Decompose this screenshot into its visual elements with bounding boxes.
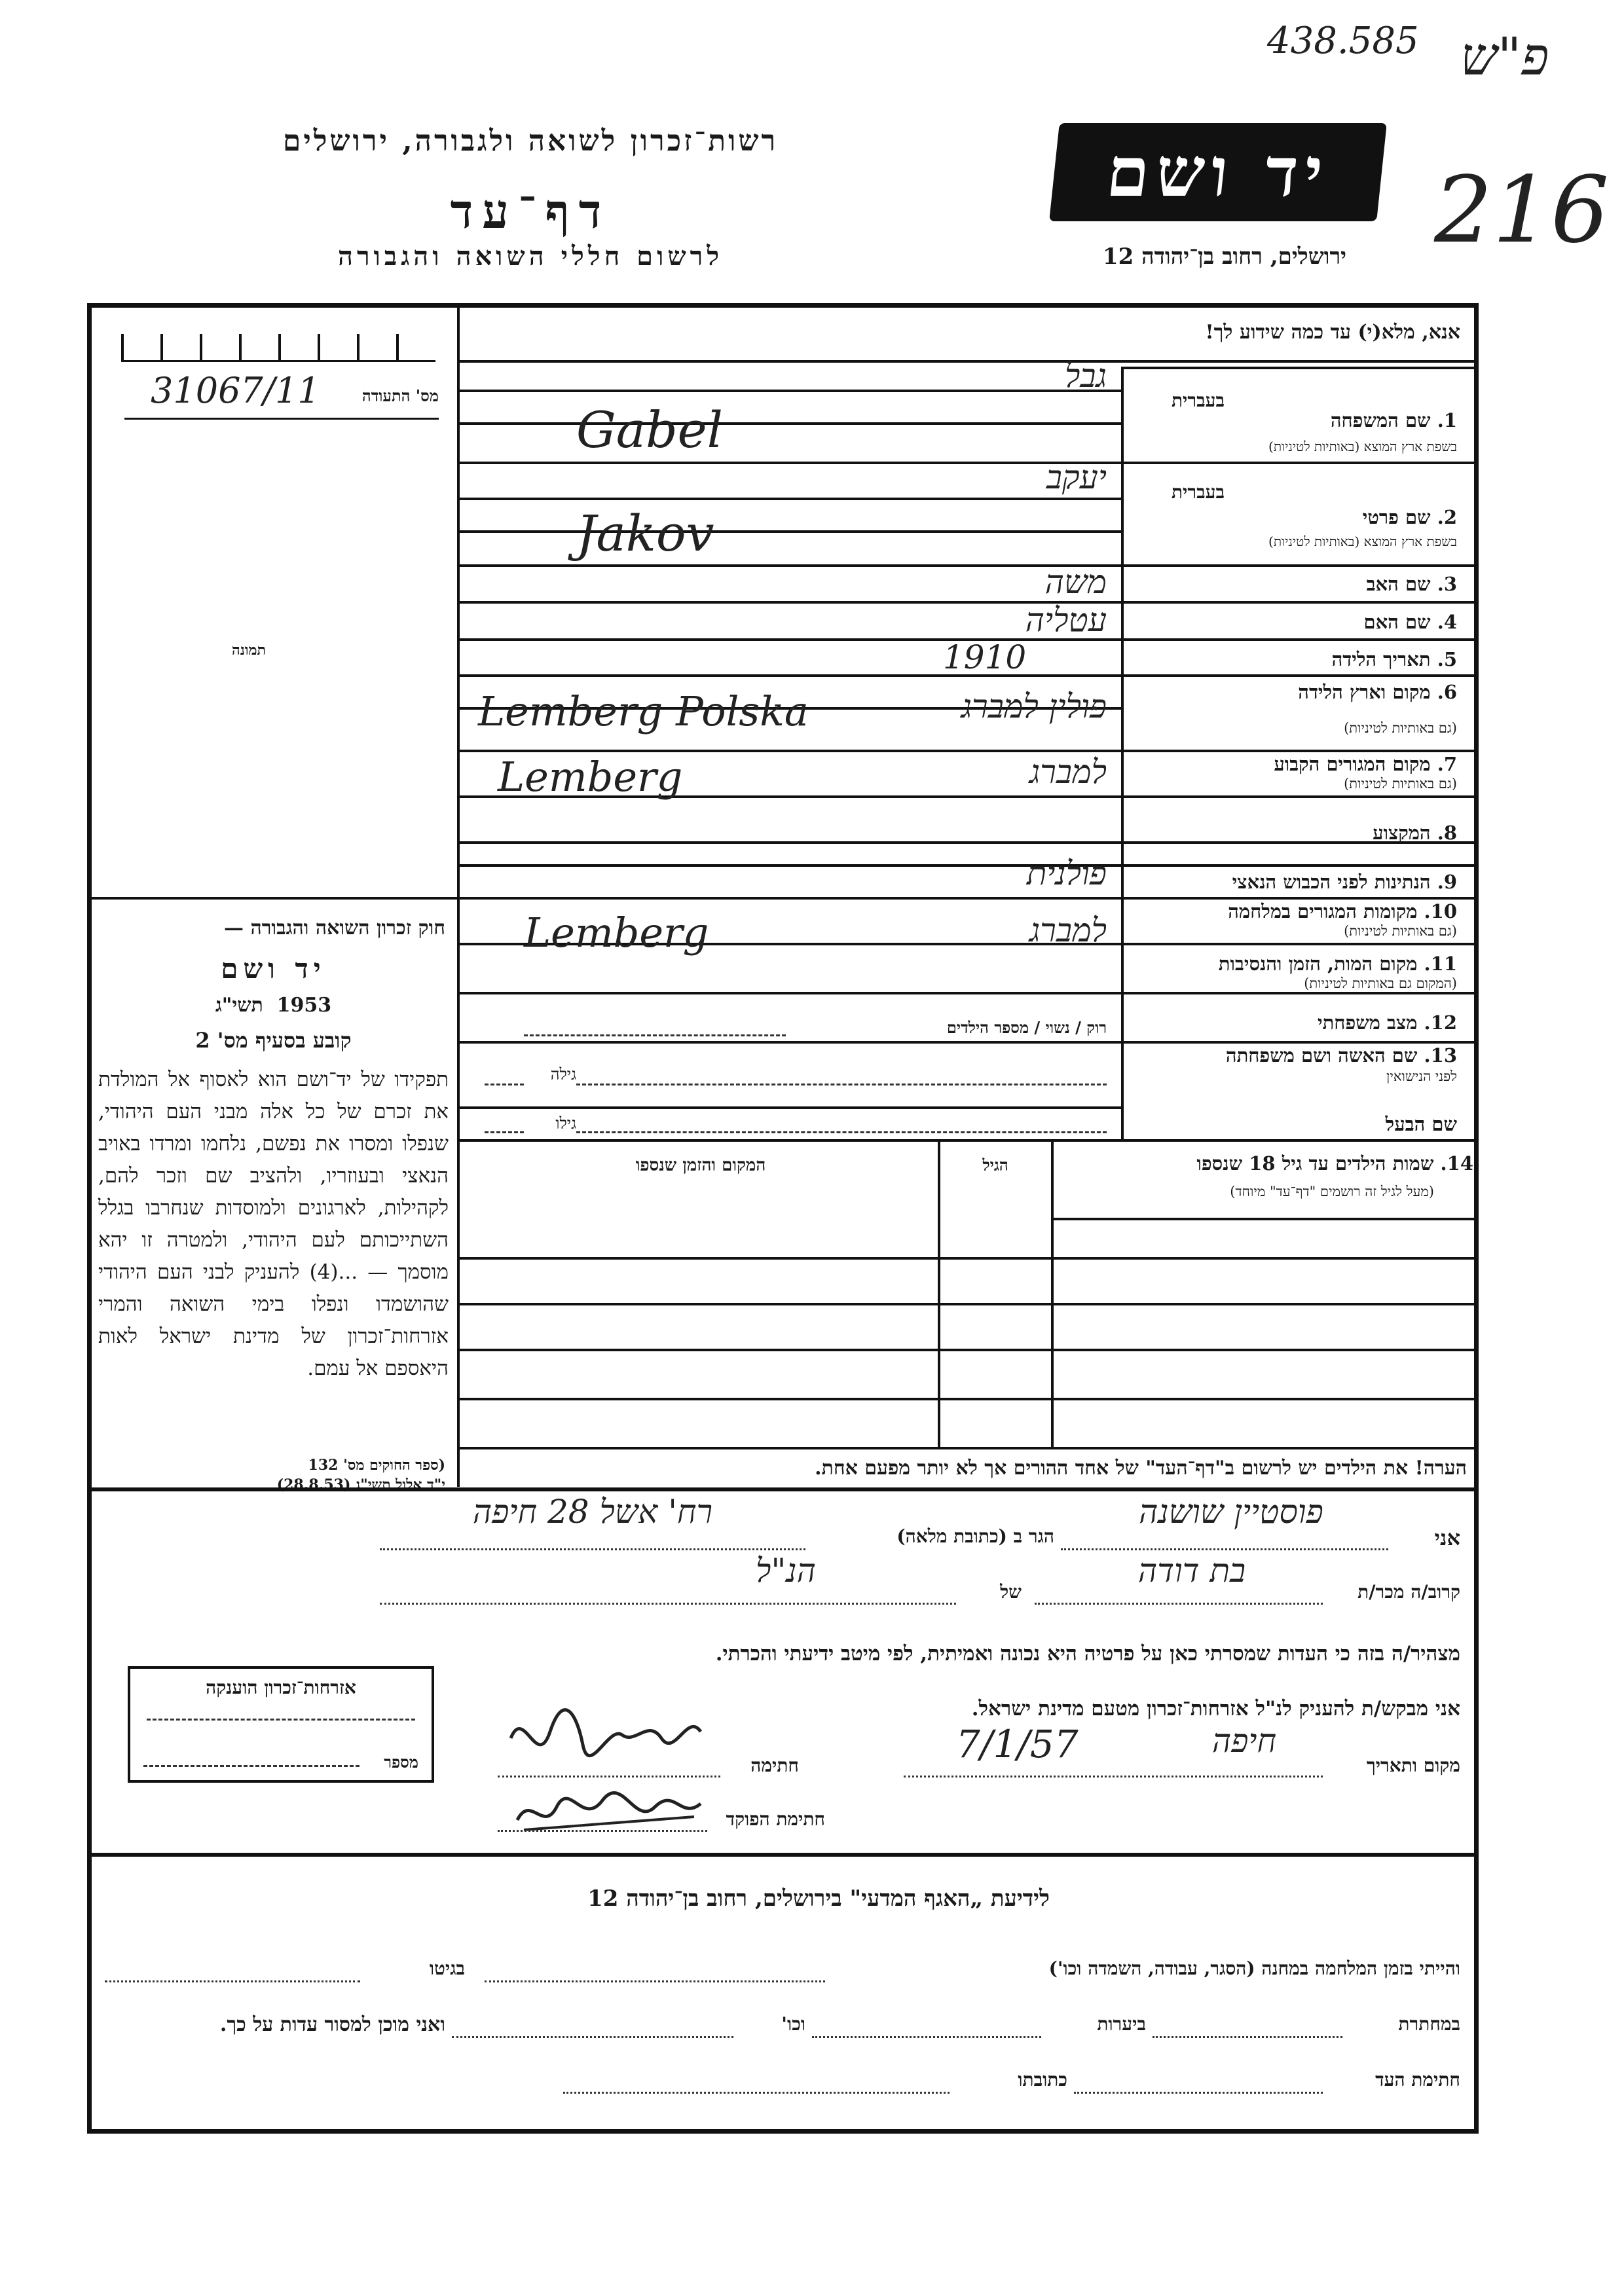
field-text: שם המשפחה (1330, 409, 1431, 431)
field-num: 6. (1437, 681, 1457, 703)
intro-text: אנא, מלא(י) עד כמה שידוע לך! (1205, 321, 1460, 344)
side-notice-clause: קובע בסעיף מס' 2 (195, 1028, 352, 1053)
field-num: 8. (1437, 822, 1457, 844)
marital-options: רוק / נשוי / מספר הילדים (946, 1018, 1107, 1037)
row-line (458, 422, 1121, 425)
field-num: 9. (1437, 871, 1457, 893)
row-line (458, 1041, 1479, 1044)
field-10-label (1126, 900, 1457, 923)
field-text: מקום המות, הזמן והנסיבות (1218, 953, 1418, 975)
field-text: שם האשה ושם משפחתה (1225, 1044, 1418, 1066)
signature-scribble (498, 1699, 714, 1777)
authority-title: רשות־זכרון לשואה ולגבורה, ירושלים (282, 124, 779, 158)
field-text: שמות הילדים עד גיל 18 שנספו (1196, 1152, 1434, 1175)
field-4-label (1126, 611, 1457, 634)
date-hand: 7/1/57 (956, 1722, 1079, 1766)
field-8-label (1126, 822, 1457, 845)
side-notice-source: (ספר החוקים מס' 132 (308, 1457, 445, 1474)
year-number: 1953 (276, 994, 332, 1017)
row-line (458, 992, 1479, 994)
children-sub: (מעל לגיל זה רושמים "דף־עד" מיוחד) (1230, 1184, 1434, 1199)
bottom-line3-blank2 (563, 2092, 950, 2094)
hand-firstname-he: יעקב (1046, 458, 1107, 496)
bottom-line1-blank (485, 1980, 825, 1982)
field-1-tag: בעברית (1171, 390, 1225, 411)
hand-residence-latin: Lemberg (498, 753, 683, 801)
section-divider (87, 1487, 1479, 1491)
field-num: 4. (1437, 611, 1457, 633)
row-line (458, 498, 1121, 500)
wife-age-line (485, 1084, 524, 1085)
row-line (458, 1106, 1121, 1109)
bottom-line2-d: ואני מוכן למסור עדות על כך. (219, 2013, 445, 2036)
record-value: 31067/11 (151, 370, 320, 411)
husband-label: שם הבעל (1385, 1113, 1457, 1135)
side-notice-name: יד ושם (221, 953, 326, 985)
husband-age-line (485, 1131, 524, 1133)
reference-number: 438.585 (1267, 20, 1419, 62)
place-hand: חיפה (1211, 1722, 1277, 1760)
logo-text: יד ושם (1103, 132, 1333, 212)
bottom-line2-blank (1153, 2036, 1342, 2038)
citizenship-box (128, 1666, 434, 1783)
bottom-line2-blank3 (452, 2036, 733, 2038)
children-row-line (458, 1349, 1477, 1351)
signature-mark (498, 1699, 714, 1777)
declarant-i: אני (1434, 1525, 1460, 1550)
row-line (458, 530, 1121, 533)
signature-label: חתימה (750, 1755, 799, 1776)
field-13-label (1126, 1044, 1457, 1067)
field-9-label (1126, 871, 1457, 894)
field-text: הנתינות לפני הכבוש הנאצי (1232, 871, 1431, 893)
hand-birthplace-he: פולין למברג (961, 687, 1107, 725)
photo-label: תמונה (232, 642, 266, 659)
clerk-label: חתימת הפוקד (726, 1808, 825, 1830)
side-notice-body: תפקידו של יד־ושם הוא לאסוף אל המולדת את זכרם של כל אלה מבני העם היהודי, שנפלו ומסרו את נפשם, נלחמו ומרדו באויב הנאצי ובעוזריו, ולהציב שם וזכר להם, לקהילות, לארגונים ולמוסדות שנחרבו בגלל השתייכותם לעם היהודי, ולמטרה זו יהא מוסמך — ...(4) להעניק לבני העם היהודי שהושמדו ונפלו בימי השואה והמרי אזרחות־זכרון של מדינת ישראל לאות היאספם אל עמם. (98, 1068, 449, 1380)
field-num: 1. (1437, 409, 1457, 431)
hand-surname-latin: Gabel (576, 401, 723, 459)
field-text: שם האם (1363, 611, 1431, 633)
signature-line (498, 1776, 720, 1777)
bottom-line1-blank2 (105, 1980, 360, 1982)
bottom-title: לידיעת „האגף המדעי" בירושלים, רחוב בן־יהודה 12 (587, 1886, 1050, 1912)
of-hand: הנ"ל (756, 1552, 816, 1590)
field-2-sub: בשפת ארץ המוצא (באותיות לטיניות) (1268, 534, 1457, 549)
bottom-line2-blank2 (812, 2036, 1041, 2038)
address: ירושלים, רחוב בן־יהודה 12 (1102, 244, 1347, 270)
children-col-divider (938, 1139, 940, 1447)
hand-birthplace-latin: Lemberg Polska (478, 687, 809, 735)
declarant-address: רח' אשל 28 חיפה (472, 1493, 713, 1531)
husband-name-line (576, 1131, 1107, 1133)
hand-father: משה (1044, 563, 1107, 601)
children-note: הערה! את הילדים יש לרשום ב"דף־העד" של אחד ההורים אך לא יותר מפעם אחת. (815, 1457, 1467, 1480)
field-text: מצב משפחתי (1318, 1011, 1418, 1034)
field-num: 12. (1424, 1011, 1457, 1034)
declarant-name-line (1061, 1548, 1388, 1550)
field-num: 10. (1424, 900, 1457, 922)
field-3-label (1126, 573, 1457, 596)
field-num: 5. (1437, 648, 1457, 670)
bottom-line3-b: כתובתו (1018, 2069, 1067, 2090)
declaration-text: מצהיר/ה בזה כי העדות שמסרתי כאן על פרטיה היא נכונה ואמיתית, לפי מיטב ידיעתי והכרתי. (715, 1642, 1460, 1666)
citizenship-number-label: מספר (384, 1753, 418, 1772)
relative-label: קרוב/ה מכר/ת (1357, 1581, 1460, 1603)
field-2-tag: בעברית (1171, 481, 1225, 503)
place-date-line (904, 1776, 1323, 1777)
row-line (458, 897, 1479, 900)
record-label: מס' התעודה (361, 386, 439, 405)
left-column-divider (457, 303, 460, 1487)
field-13-sub: לפני הנישואין (1386, 1068, 1457, 1084)
field-7-sub: (גם באותיות לטיניות) (1344, 776, 1457, 792)
hand-firstname-latin: Jakov (576, 504, 714, 562)
row-line (458, 750, 1479, 752)
divider (1121, 367, 1479, 369)
declarant-address-line (380, 1548, 805, 1550)
declarant-residing-label: הגר ב (כתובת מלאה) (896, 1525, 1054, 1547)
field-1-sub: בשפת ארץ המוצא (באותיות לטיניות) (1268, 439, 1457, 454)
handwritten-mark: פ"ש (1460, 26, 1549, 87)
of-line (380, 1603, 956, 1605)
sheet-number: 216 (1434, 157, 1610, 264)
field-num: 3. (1437, 573, 1457, 595)
citizenship-box-line (147, 1719, 415, 1721)
field-text: מקומות המגורים במלחמה (1228, 900, 1418, 922)
side-notice-source-date: י"ד אלול תשי"ג (28.8.53) (276, 1476, 445, 1493)
field-text: שם פרטי (1362, 506, 1431, 528)
field-num: 14. (1440, 1152, 1473, 1175)
bottom-line3-blank (1074, 2092, 1323, 2094)
children-row-line (458, 1447, 1477, 1449)
bottom-line2-b: ביערות (1097, 2013, 1146, 2035)
declarant-name: פוסטיין שושנה (1139, 1493, 1323, 1531)
relative-line (1035, 1603, 1323, 1605)
relative-hand: בת דודה (1137, 1552, 1246, 1590)
field-10-sub: (גם באותיות לטיניות) (1344, 923, 1457, 939)
field-text: שם האב (1366, 573, 1431, 595)
field-text: מקום וארץ הלידה (1298, 681, 1431, 703)
children-col-place: המקום והזמן שנספו (635, 1156, 766, 1175)
record-underline (124, 418, 439, 420)
field-num: 7. (1437, 753, 1457, 775)
bottom-line2-c: וכו' (781, 2013, 805, 2035)
form-title: דף־עד (450, 183, 611, 239)
field-1-label (1126, 409, 1457, 432)
bottom-divider (87, 1853, 1479, 1857)
place-date-label: מקום ותאריך (1366, 1755, 1460, 1776)
husband-age-label: גילו (555, 1114, 576, 1133)
children-label (1054, 1152, 1473, 1175)
field-text: תאריך הלידה (1331, 648, 1431, 670)
children-row-line (458, 1303, 1477, 1305)
field-text: מקום המגורים הקבוע (1274, 753, 1431, 775)
children-col-age: הגיל (982, 1156, 1008, 1175)
year-hebrew: תשי"ג (215, 994, 263, 1017)
field-text: המקצוע (1373, 822, 1431, 844)
clerk-line (498, 1830, 707, 1832)
label-column-divider (1121, 367, 1124, 1139)
citizenship-number-line (143, 1765, 360, 1767)
request-text: אני מבקש/ת להעניק לנ"ל אזרחות־זכרון מטעם מדינת ישראל. (971, 1697, 1460, 1721)
field-2-label (1126, 506, 1457, 529)
field-7-label (1126, 753, 1457, 776)
wife-age-label: גילה (550, 1065, 576, 1084)
hand-mother: עטליה (1025, 601, 1107, 639)
field-num: 2. (1437, 506, 1457, 528)
photo-divider (90, 897, 458, 900)
side-notice-year (101, 994, 445, 1017)
bottom-line3-a: חתימת העד (1375, 2069, 1460, 2090)
children-col-divider (1051, 1139, 1054, 1447)
field-6-sub: (גם באותיות לטיניות) (1344, 720, 1457, 736)
form-purpose: לרשום חללי השואה והגבורה (337, 241, 724, 272)
hand-citizenship: פולנית (1026, 854, 1107, 892)
yad-vashem-logo (1049, 123, 1387, 221)
children-row-line (1051, 1218, 1477, 1220)
of-label: של (1000, 1581, 1022, 1603)
bottom-line2-a: במחתרת (1398, 2013, 1460, 2035)
wife-name-line (576, 1084, 1107, 1085)
children-row-line (458, 1257, 1477, 1260)
hand-birthdate: 1910 (943, 638, 1027, 676)
children-row-line (458, 1398, 1477, 1400)
hand-war-residence-he: למברג (1029, 911, 1107, 949)
field-11-label (1126, 953, 1457, 975)
hand-surname-he: גבל (1065, 357, 1107, 395)
bottom-line1-a: והייתי בזמן המלחמה במחנה (הסגר, עבודה, השמדה וכו') (1048, 1958, 1460, 1979)
row-line (458, 1139, 1479, 1142)
field-12-label (1126, 1011, 1457, 1034)
field-6-label (1126, 681, 1457, 704)
citizenship-box-title: אזרחות־זכרון הוענקה (206, 1677, 356, 1698)
field-num: 11. (1424, 953, 1457, 975)
record-ticks (121, 334, 435, 362)
bottom-line1-b: בגיטו (429, 1958, 465, 1979)
side-notice-title: חוק זכרון השואה והגבורה — (224, 917, 445, 939)
children-count-line (524, 1034, 786, 1036)
field-11-sub: (המקום גם באותיות לטיניות) (1304, 975, 1457, 991)
field-num: 13. (1424, 1044, 1457, 1066)
hand-residence-he: למברג (1029, 753, 1107, 791)
hand-war-residence-latin: Lemberg (524, 909, 709, 957)
field-5-label (1126, 648, 1457, 671)
